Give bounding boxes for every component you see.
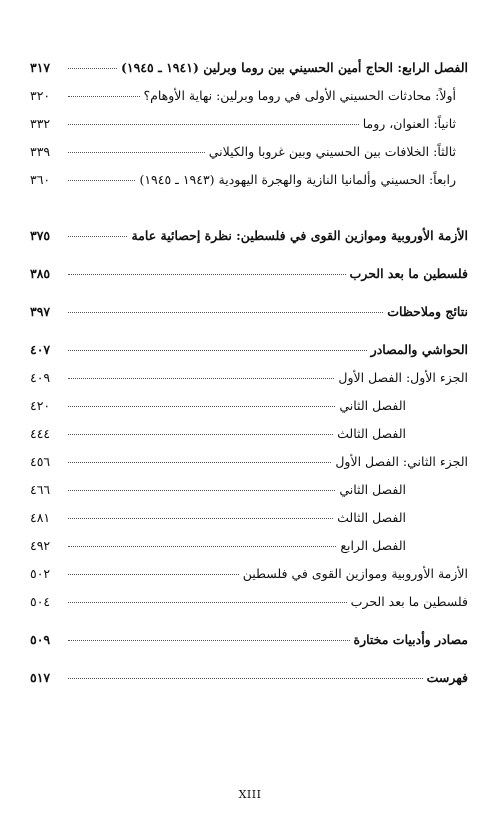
table-of-contents	[30, 60, 468, 698]
section-gap	[30, 294, 468, 304]
toc-entry-title: أولاً: محادثات الحسيني الأولى في روما وبرلين: نهاية الأوهام؟	[143, 88, 456, 103]
toc-entry[interactable]	[30, 594, 468, 622]
toc-entry-title: مصادر وأدبيات مختارة	[353, 632, 468, 647]
toc-entry-title: ثانياً: العنوان، روما	[362, 116, 456, 131]
toc-entry-title: فلسطين ما بعد الحرب	[349, 266, 468, 281]
dot-leader	[68, 349, 367, 351]
section-gap	[30, 622, 468, 632]
toc-entry-title: الفصل الثالث	[337, 510, 406, 525]
dot-leader	[68, 405, 335, 407]
toc-entry[interactable]	[30, 538, 468, 566]
dot-leader	[68, 235, 127, 237]
dot-leader	[68, 601, 347, 603]
toc-entry-title: الفصل الرابع: الحاج أمين الحسيني بين روما وبرلين (١٩٤١ ـ ١٩٤٥)	[120, 60, 468, 75]
toc-entry-title: الجزء الثاني: الفصل الأول	[335, 454, 468, 469]
toc-entry-page: ٣٦٠	[30, 172, 51, 187]
toc-entry[interactable]	[30, 88, 468, 116]
toc-entry-page: ٤٥٦	[30, 454, 51, 469]
toc-entry-title: ثالثاً: الخلافات بين الحسيني وبين غروبا والكيلاني	[208, 144, 456, 159]
dot-leader	[68, 433, 333, 435]
toc-entry[interactable]	[30, 116, 468, 144]
toc-entry-page: ٥١٧	[30, 670, 51, 685]
toc-entry[interactable]	[30, 482, 468, 510]
toc-entry-page: ٣٩٧	[30, 304, 51, 319]
toc-entry[interactable]	[30, 144, 468, 172]
section-gap	[30, 332, 468, 342]
toc-entry-page: ٤٤٤	[30, 426, 51, 441]
toc-entry[interactable]	[30, 632, 468, 660]
dot-leader	[68, 639, 350, 641]
toc-entry[interactable]	[30, 566, 468, 594]
toc-entry-page: ٤٦٦	[30, 482, 51, 497]
dot-leader	[68, 461, 331, 463]
toc-entry-page: ٣٣٩	[30, 144, 51, 159]
toc-entry[interactable]	[30, 426, 468, 454]
toc-entry[interactable]	[30, 228, 468, 256]
toc-entry-page: ٣١٧	[30, 60, 51, 75]
toc-entry-title: نتائج وملاحظات	[387, 304, 468, 319]
toc-entry[interactable]	[30, 172, 468, 200]
toc-entry-page: ٥٠٤	[30, 594, 51, 609]
page-number: XIII	[238, 788, 262, 801]
toc-entry-title: فهرست	[426, 670, 468, 685]
toc-entry[interactable]	[30, 370, 468, 398]
toc-entry[interactable]	[30, 342, 468, 370]
dot-leader	[68, 273, 346, 275]
toc-entry-page: ٤٢٠	[30, 398, 51, 413]
section-gap	[30, 200, 468, 228]
toc-entry-title: الأزمة الأوروبية وموازين القوى في فلسطين	[242, 566, 468, 581]
dot-leader	[68, 573, 239, 575]
toc-entry[interactable]	[30, 266, 468, 294]
toc-entry-title: الفصل الثاني	[339, 398, 406, 413]
section-gap	[30, 256, 468, 266]
dot-leader	[68, 311, 383, 313]
toc-entry-page: ٣٧٥	[30, 228, 51, 243]
dot-leader	[68, 517, 333, 519]
toc-entry[interactable]	[30, 304, 468, 332]
toc-entry-page: ٣٨٥	[30, 266, 51, 281]
dot-leader	[68, 545, 336, 547]
toc-entry-title: فلسطين ما بعد الحرب	[350, 594, 468, 609]
toc-entry-page: ٤٩٢	[30, 538, 51, 553]
dot-leader	[68, 95, 140, 97]
toc-entry[interactable]	[30, 510, 468, 538]
dot-leader	[68, 123, 359, 125]
toc-entry-page: ٥٠٩	[30, 632, 51, 647]
dot-leader	[68, 67, 117, 69]
dot-leader	[68, 377, 334, 379]
toc-entry-title: الجزء الأول: الفصل الأول	[338, 370, 468, 385]
toc-entry[interactable]	[30, 398, 468, 426]
toc-entry-title: رابعاً: الحسيني وألمانيا النازية والهجرة اليهودية (١٩٤٣ ـ ١٩٤٥)	[139, 172, 456, 187]
toc-entry[interactable]	[30, 670, 468, 698]
toc-entry-page: ٥٠٢	[30, 566, 51, 581]
toc-entry-title: الفصل الرابع	[340, 538, 406, 553]
toc-entry-title: الفصل الثالث	[337, 426, 406, 441]
dot-leader	[68, 179, 135, 181]
toc-entry-title: الفصل الثاني	[339, 482, 406, 497]
toc-entry-page: ٤٨١	[30, 510, 51, 525]
toc-entry-page: ٣٢٠	[30, 88, 51, 103]
dot-leader	[68, 489, 335, 491]
toc-entry-title: الحواشي والمصادر	[370, 342, 468, 357]
toc-entry-page: ٤٠٩	[30, 370, 51, 385]
toc-entry-page: ٣٣٢	[30, 116, 51, 131]
dot-leader	[68, 151, 205, 153]
section-gap	[30, 660, 468, 670]
toc-entry[interactable]	[30, 454, 468, 482]
dot-leader	[68, 677, 423, 679]
toc-entry[interactable]	[30, 60, 468, 88]
toc-entry-title: الأزمة الأوروبية وموازين القوى في فلسطين: نظرة إحصائية عامة	[131, 228, 468, 243]
toc-entry-page: ٤٠٧	[30, 342, 51, 357]
